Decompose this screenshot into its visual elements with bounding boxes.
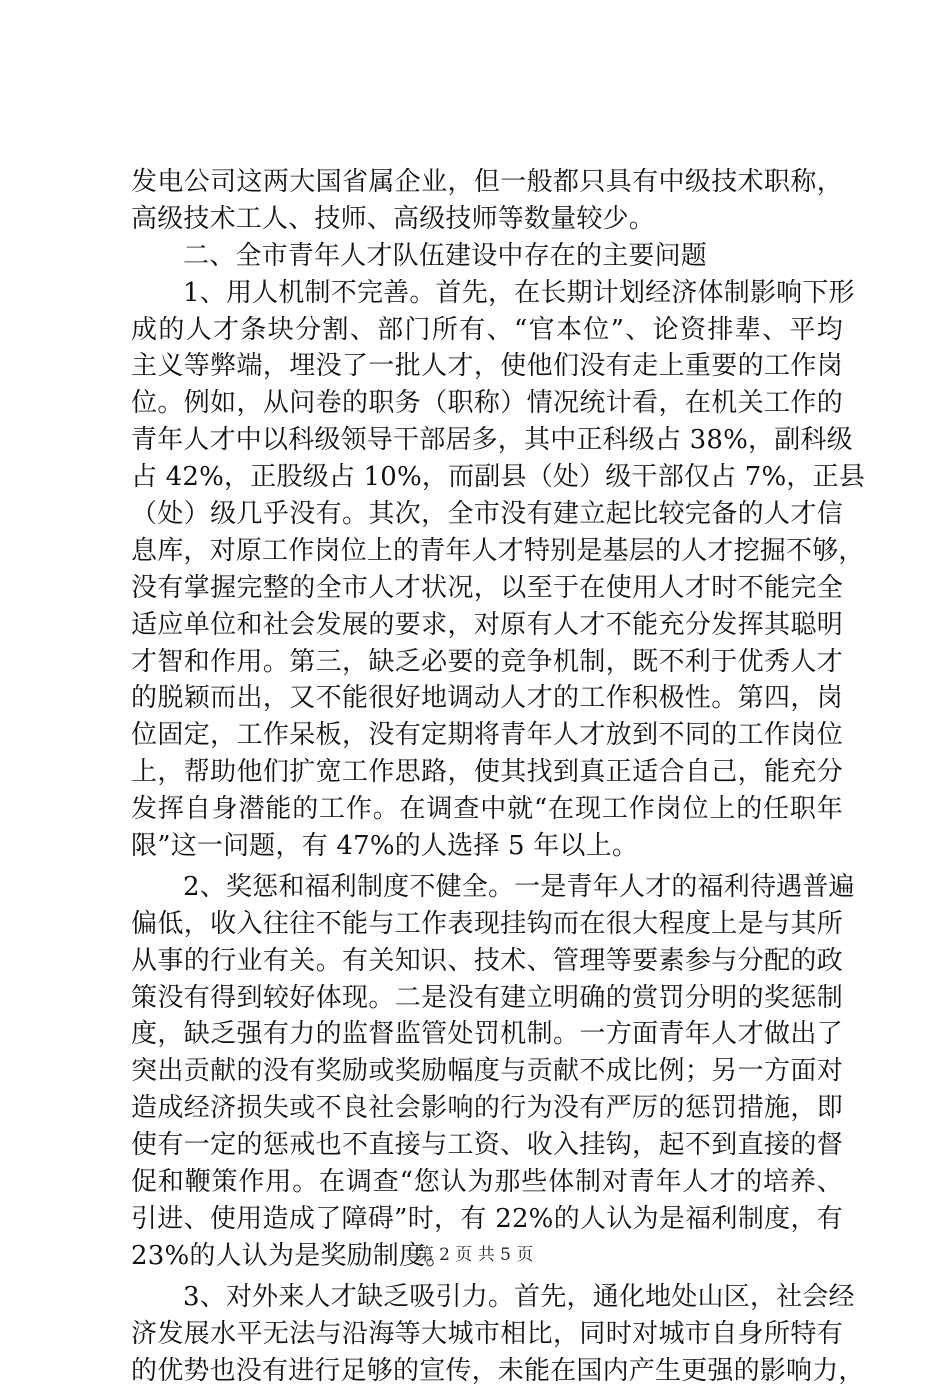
text-line: 引进、使用造成了障碍”时，有 22%的人认为是福利制度，有	[131, 1201, 843, 1238]
text-line: 主义等弊端，埋没了一批人才，使他们没有走上重要的工作岗	[131, 348, 843, 385]
text-line: 突出贡献的没有奖励或奖励幅度与贡献不成比例；另一方面对	[131, 1053, 843, 1090]
text-line: 位固定，工作呆板，没有定期将青年人才放到不同的工作岗位	[131, 717, 843, 754]
text-line: （处）级几乎没有。其次，全市没有建立起比较完备的人才信	[131, 496, 843, 533]
text-line: 发电公司这两大国省属企业，但一般都只具有中级技术职称，	[131, 164, 843, 201]
text-line: 促和鞭策作用。在调查“您认为那些体制对青年人才的培养、	[131, 1164, 843, 1201]
document-body	[131, 164, 843, 1389]
section-heading	[131, 238, 843, 275]
text-line: 策没有得到较好体现。二是没有建立明确的赏罚分明的奖惩制	[131, 980, 843, 1017]
text-line: 高级技术工人、技师、高级技师等数量较少。	[131, 201, 843, 238]
text-line: 偏低，收入往往不能与工作表现挂钩而在很大程度上是与其所	[131, 906, 843, 943]
text-line: 适应单位和社会发展的要求，对原有人才不能充分发挥其聪明	[131, 607, 843, 644]
text-line: 没有掌握完整的全市人才状况，以至于在使用人才时不能完全	[131, 570, 843, 607]
text-line: 1、用人机制不完善。首先，在长期计划经济体制影响下形	[131, 275, 843, 312]
text-line: 成的人才条块分割、部门所有、“官本位”、论资排辈、平均	[131, 312, 843, 349]
paragraph	[131, 869, 843, 1275]
paragraph	[131, 1279, 843, 1389]
text-line: 限”这一问题，有 47%的人选择 5 年以上。	[131, 828, 843, 865]
text-line: 息库，对原工作岗位上的青年人才特别是基层的人才挖掘不够，	[131, 533, 843, 570]
text-line: 2、奖惩和福利制度不健全。一是青年人才的福利待遇普遍	[131, 869, 843, 906]
paragraph	[131, 275, 843, 865]
text-line: 的优势也没有进行足够的宣传，未能在国内产生更强的影响力，	[131, 1353, 843, 1389]
text-line: 3、对外来人才缺乏吸引力。首先，通化地处山区，社会经	[131, 1279, 843, 1316]
text-line: 济发展水平无法与沿海等大城市相比，同时对城市自身所特有	[131, 1316, 843, 1353]
paragraph	[131, 164, 843, 238]
text-line: 造成经济损失或不良社会影响的行为没有严厉的惩罚措施，即	[131, 1090, 843, 1127]
text-line: 发挥自身潜能的工作。在调查中就“在现工作岗位上的任职年	[131, 791, 843, 828]
text-line: 青年人才中以科级领导干部居多，其中正科级占 38%，副科级	[131, 422, 843, 459]
text-line: 度，缺乏强有力的监督监管处罚机制。一方面青年人才做出了	[131, 1016, 843, 1053]
text-line: 23%的人认为是奖励制度。	[131, 1238, 843, 1275]
text-line: 占 42%，正股级占 10%，而副县（处）级干部仅占 7%，正县	[131, 459, 843, 496]
text-line: 使有一定的惩戒也不直接与工资、收入挂钩，起不到直接的督	[131, 1127, 843, 1164]
text-line: 的脱颖而出，又不能很好地调动人才的工作积极性。第四，岗	[131, 680, 843, 717]
page-number: 第 2 页 共 5 页	[417, 1245, 534, 1265]
text-line: 才智和作用。第三，缺乏必要的竞争机制，既不利于优秀人才	[131, 644, 843, 681]
page-footer	[0, 1245, 950, 1265]
text-line: 从事的行业有关。有关知识、技术、管理等要素参与分配的政	[131, 943, 843, 980]
text-line: 位。例如，从问卷的职务（职称）情况统计看，在机关工作的	[131, 385, 843, 422]
text-line: 上，帮助他们扩宽工作思路，使其找到真正适合自己，能充分	[131, 754, 843, 791]
text-line: 二、全市青年人才队伍建设中存在的主要问题	[131, 238, 843, 275]
